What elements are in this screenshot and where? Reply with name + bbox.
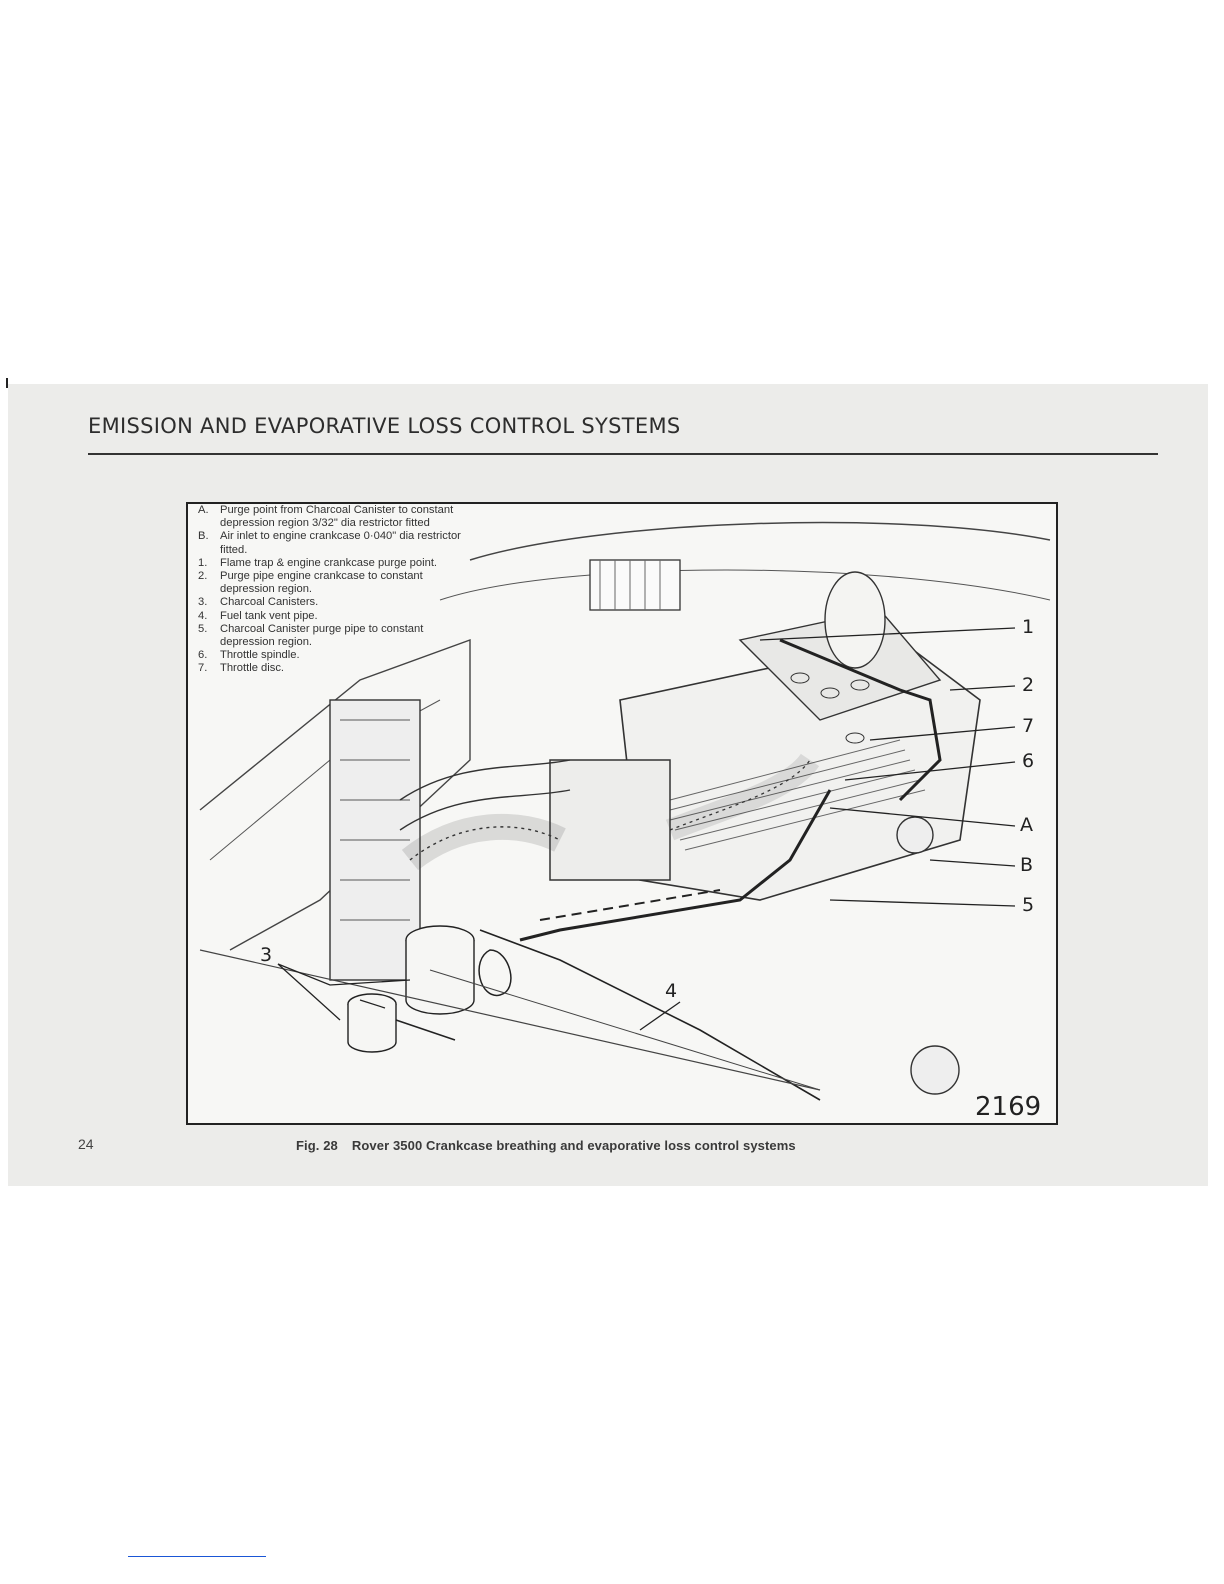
legend-text: Air inlet to engine crankcase 0·040" dia restrictor fitted. bbox=[220, 530, 461, 556]
callout-b: B bbox=[1020, 854, 1034, 876]
legend-item bbox=[198, 649, 478, 662]
page-title: EMISSION AND EVAPORATIVE LOSS CONTROL SYSTEMS bbox=[88, 414, 681, 438]
caption-text: Rover 3500 Crankcase breathing and evaporative loss control systems bbox=[351, 1138, 796, 1153]
legend-text: Purge pipe engine crankcase to constant depression region. bbox=[220, 570, 423, 596]
callout-5: 5 bbox=[1022, 894, 1035, 916]
legend-item bbox=[198, 557, 478, 570]
legend-key: 6. bbox=[198, 649, 208, 662]
legend-text: Throttle disc. bbox=[220, 662, 285, 675]
legend-item bbox=[198, 504, 478, 530]
legend-text: Flame trap & engine crankcase purge point. bbox=[220, 556, 438, 569]
legend-text: Purge point from Charcoal Canister to constant depression region 3/32" dia restrictor fitted bbox=[220, 504, 454, 530]
legend-key: 2. bbox=[198, 570, 208, 583]
footnote-rule bbox=[128, 1556, 266, 1557]
battery bbox=[590, 560, 680, 610]
legend-item bbox=[198, 530, 478, 556]
legend-text: Throttle spindle. bbox=[220, 649, 300, 662]
air-cleaner bbox=[550, 760, 670, 880]
legend-key: 4. bbox=[198, 609, 208, 622]
legend-key: 5. bbox=[198, 622, 208, 635]
caption-label: Fig. 28 bbox=[296, 1138, 338, 1153]
legend-key: B. bbox=[198, 530, 209, 543]
figure-caption bbox=[296, 1138, 810, 1153]
figure-legend bbox=[198, 504, 478, 676]
drawing-number: 2169 bbox=[975, 1092, 1042, 1122]
callout-7: 7 bbox=[1022, 715, 1035, 737]
callout-4: 4 bbox=[665, 980, 678, 1002]
legend-item bbox=[198, 623, 478, 649]
callout-1: 1 bbox=[1022, 616, 1035, 638]
filler-cap bbox=[897, 817, 933, 853]
legend-item bbox=[198, 570, 478, 596]
callout-6: 6 bbox=[1022, 750, 1035, 772]
callout-2: 2 bbox=[1022, 674, 1035, 696]
legend-item bbox=[198, 610, 478, 623]
page-number: 24 bbox=[78, 1136, 94, 1152]
legend-item bbox=[198, 662, 478, 675]
legend-text: Charcoal Canister purge pipe to constant depression region. bbox=[220, 622, 424, 649]
legend-item bbox=[198, 596, 478, 609]
legend-text: Charcoal Canisters. bbox=[220, 596, 319, 609]
legend-key: 7. bbox=[198, 662, 208, 675]
callout-a: A bbox=[1020, 814, 1033, 836]
legend-key: 1. bbox=[198, 556, 208, 569]
expansion-tank bbox=[825, 572, 885, 668]
callout-3: 3 bbox=[260, 944, 273, 966]
legend-key: A. bbox=[198, 504, 209, 516]
legend-key: 3. bbox=[198, 596, 208, 609]
legend-text: Fuel tank vent pipe. bbox=[220, 609, 318, 622]
